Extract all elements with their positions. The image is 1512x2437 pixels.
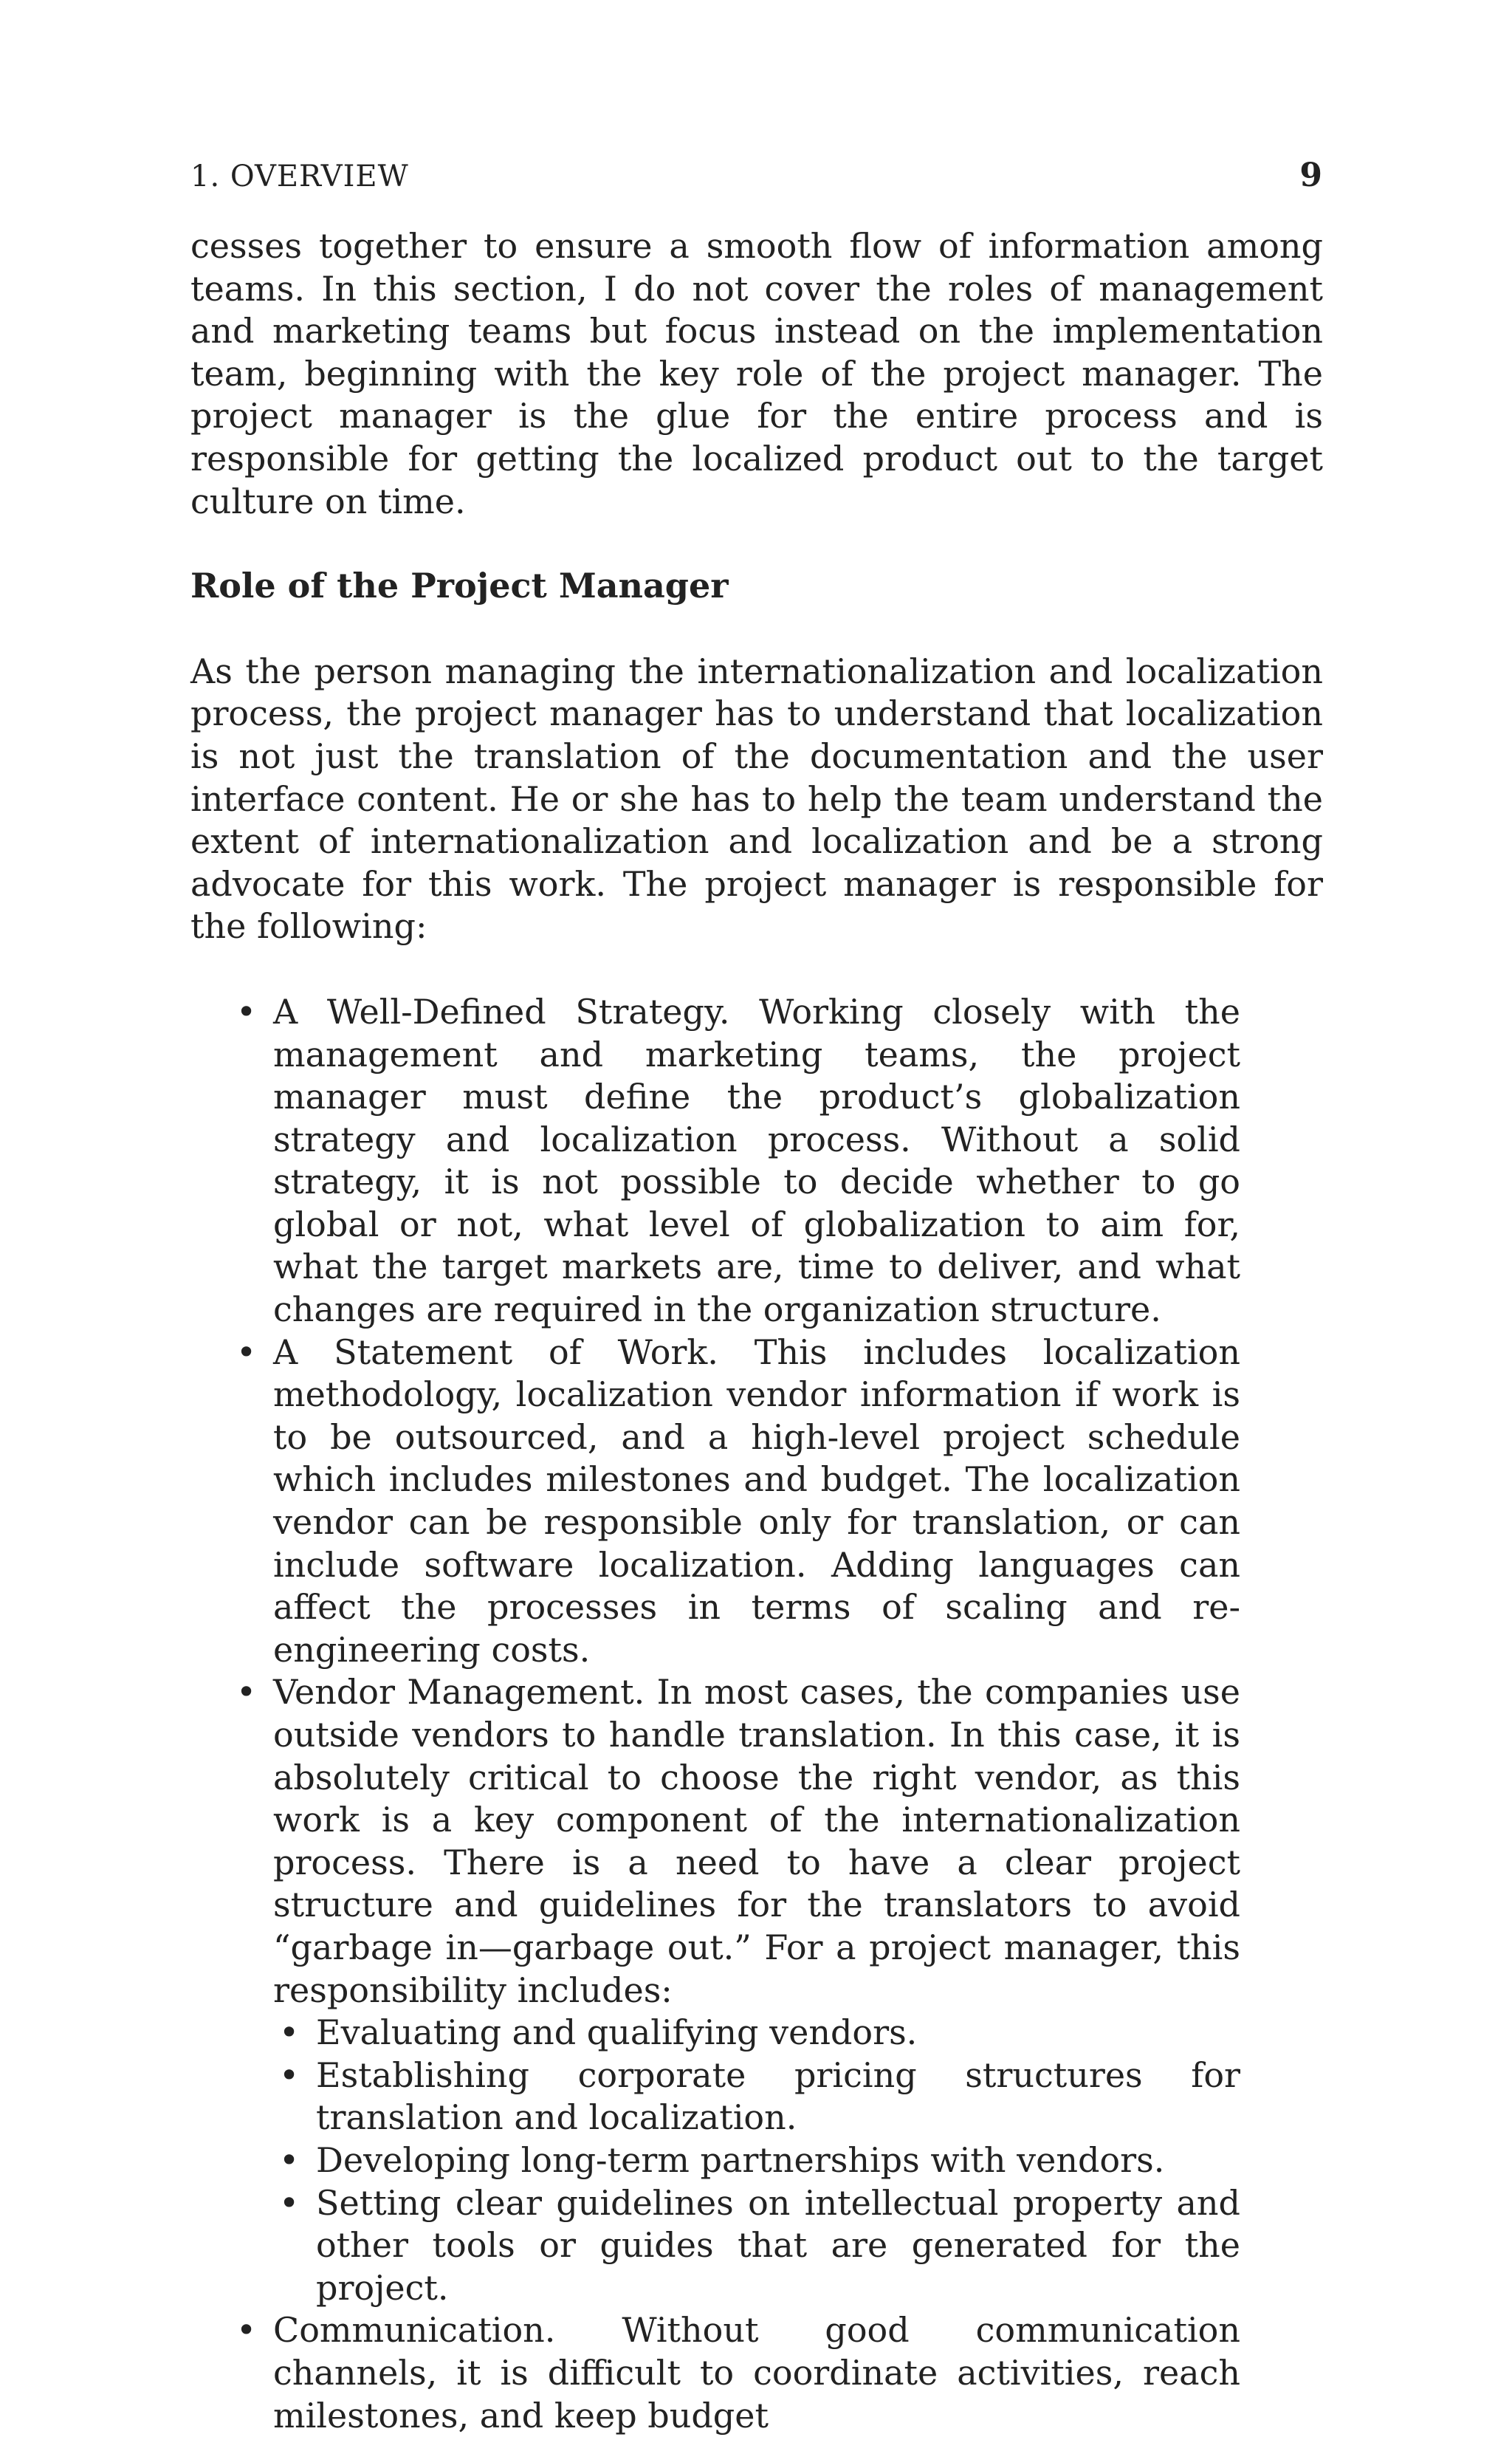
sub-list-item-text: Establishing corporate pricing structures for translation and localization.: [316, 2054, 1240, 2138]
responsibilities-list: [190, 991, 1323, 2437]
list-item-text: Communication. Without good communication channels, it is difficult to coordinate activities, reach milestones, and keep budget: [273, 2310, 1240, 2436]
list-item-text: Vendor Management. In most cases, the companies use outside vendors to handle translation. In this case, it is absolutely critical to choose the right vendor, as this work is a key component of the internationalization process. There is a need to have a clear project structure and guidelines for the translators to avoid “garbage in—garbage out.” For a project manager, this responsibility includes:: [273, 1672, 1240, 2010]
list-item-text: A Well-Defined Strategy. Working closely with the management and marketing teams, the project manager must define the product’s globalization strategy and localization process. Without a solid strategy, it is not possible to decide whether to go global or not, what level of globalization to aim for, what the target markets are, time to deliver, and what changes are required in the organization structure.: [273, 991, 1240, 1330]
bullet-icon: •: [236, 1331, 257, 1372]
bullet-icon: •: [279, 2012, 300, 2053]
running-head: [190, 155, 1323, 197]
intro-paragraph: cesses together to ensure a smooth flow of information among teams. In this section, I do not cover the roles of management and marketing teams but focus instead on the implementation team, beginning with the key role of the project manager. The project manager is the glue for the entire process and is responsible for getting the localized product out to the target culture on time.: [190, 226, 1323, 521]
sub-list-item: [279, 2012, 1240, 2054]
chapter-title: 1. OVERVIEW: [190, 160, 409, 193]
list-item-text: A Statement of Work. This includes localization methodology, localization vendor information if work is to be outsourced, and a high-level project schedule which includes milestones and budget. The localization vendor can be responsible only for translation, or can include software localization. Adding languages can affect the processes in terms of scaling and re-engineering costs.: [273, 1331, 1240, 1670]
bullet-icon: •: [279, 2139, 300, 2180]
bullet-icon: •: [236, 2310, 257, 2351]
list-item: [236, 2309, 1240, 2437]
bullet-icon: •: [236, 1672, 257, 1713]
section-paragraph: As the person managing the internationalization and localization process, the project manager has to understand that localization is not just the translation of the documentation and the user interface content. He or she has to help the team understand the extent of internationalization and localization and be a strong advocate for this work. The project manager is responsible for the following:: [190, 651, 1323, 947]
page-number: 9: [1299, 157, 1323, 194]
sub-list-item-text: Evaluating and qualifying vendors.: [316, 2012, 918, 2053]
list-item: [236, 1331, 1240, 1672]
bullet-icon: •: [279, 2182, 300, 2223]
list-item: [236, 991, 1240, 1331]
sub-list-item: [279, 2182, 1240, 2310]
sub-list-item: [279, 2054, 1240, 2139]
sub-list-item-text: Setting clear guidelines on intellectual property and other tools or guides that are generated for the project.: [316, 2182, 1240, 2308]
bullet-icon: •: [279, 2054, 300, 2095]
section-heading: Role of the Project Manager: [190, 566, 729, 606]
bullet-icon: •: [236, 991, 257, 1032]
sub-list-item: [279, 2139, 1240, 2182]
vendor-management-sublist: [273, 2012, 1240, 2309]
list-item: [236, 1671, 1240, 2309]
sub-list-item-text: Developing long-term partnerships with vendors.: [316, 2139, 1165, 2180]
book-page: [190, 155, 1323, 2437]
